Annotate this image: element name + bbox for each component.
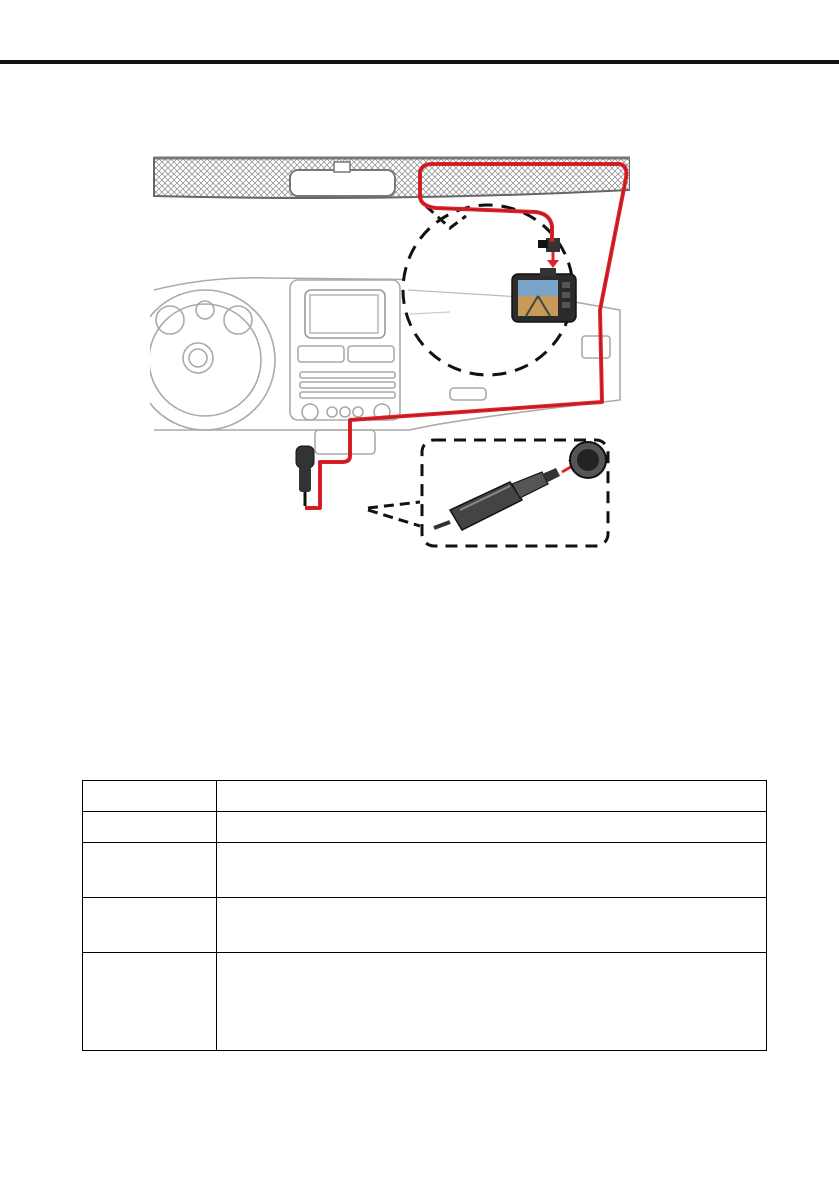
spec-table [82, 780, 767, 1051]
row-value [217, 898, 767, 953]
table-row [83, 812, 767, 843]
table-row [83, 781, 767, 812]
row-value [217, 953, 767, 1051]
table-row [83, 843, 767, 898]
row-label [83, 953, 217, 1051]
row-label [83, 898, 217, 953]
top-rule [0, 60, 839, 64]
power-socket-icon [570, 442, 606, 478]
row-value [217, 812, 767, 843]
row-value [217, 781, 767, 812]
row-label [83, 781, 217, 812]
row-label [83, 843, 217, 898]
dash-plug [296, 446, 314, 506]
table-row [83, 953, 767, 1051]
row-label [83, 812, 217, 843]
installation-diagram [150, 150, 630, 550]
row-value [217, 843, 767, 898]
table-row [83, 898, 767, 953]
